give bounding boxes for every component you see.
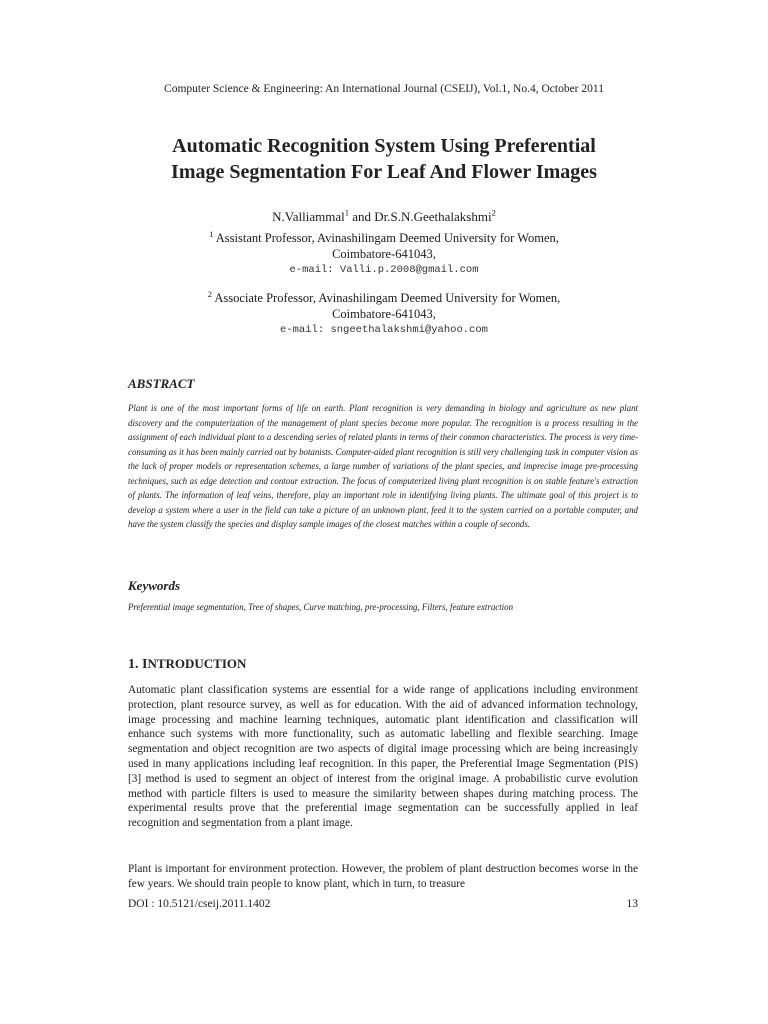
affiliation-2-line2: Coimbatore-641043, <box>332 307 436 321</box>
author-1: N.Valliammal <box>272 209 345 224</box>
paper-title <box>0 133 768 185</box>
introduction-paragraph-2: Plant is important for environment protection. However, the problem of plant destruction becomes worse in the few years. We should train people to know plant, which in turn, to treasure <box>128 863 638 890</box>
affiliation-2-sup: 2 <box>207 288 212 299</box>
affiliation-2-line1: Associate Professor, Avinashilingam Deemed University for Women, <box>211 291 561 305</box>
author-1-sup: 1 <box>344 207 349 218</box>
author-list <box>0 209 768 225</box>
introduction-paragraph-1: Automatic plant classification systems are essential for a wide range of applications including environment protection, plant resource survey, as well as for education. With the aid of advanced information technology, image processing and machine learning techniques, automatic plant identification and classification will enhance such systems with more functionality, such as automatic labelling and flexible searching. Image segmentation and object recognition are two aspects of digital image processing which are being increasingly used in many applications including leaf recognition. In this paper, the Preferential Image Segmentation (PIS) [3] method is used to segment an object of interest from the original image. A probabilistic curve evolution method with particle filters is used to measure the similarity between shapes during matching process. The experimental results prove that the preferential image segmentation can be successfully applied in leaf recognition and segmentation from a plant image. <box>128 684 638 830</box>
keywords-heading: Keywords <box>128 578 180 593</box>
abstract-heading: ABSTRACT <box>128 376 195 391</box>
affiliation-2-email: e-mail: sngeethalakshmi@yahoo.com <box>280 324 488 336</box>
keywords-text: Preferential image segmentation, Tree of shapes, Curve matching, pre-processing, Filters, feature extraction <box>128 602 514 612</box>
affiliation-1 <box>0 230 768 278</box>
author-2: Dr.S.N.Geethalakshmi <box>374 209 492 224</box>
affiliation-1-line2: Coimbatore-641043, <box>332 247 436 261</box>
affiliation-2 <box>0 290 768 338</box>
page-number: 13 <box>626 898 638 910</box>
author-2-sup: 2 <box>491 207 496 218</box>
footer-doi: DOI : 10.5121/cseij.2011.1402 <box>128 898 271 910</box>
affiliation-1-email: e-mail: Valli.p.2008@gmail.com <box>289 264 479 276</box>
title-line-2: Image Segmentation For Leaf And Flower Images <box>171 161 597 183</box>
affiliation-1-sup: 1 <box>209 228 214 239</box>
affiliation-1-line1: Assistant Professor, Avinashilingam Deemed University for Women, <box>213 231 559 245</box>
introduction-heading-num: 1. I <box>128 657 148 672</box>
journal-header: Computer Science & Engineering: An International Journal (CSEIJ), Vol.1, No.4, October 2011 <box>164 83 604 95</box>
abstract-text: Plant is one of the most important forms of life on earth. Plant recognition is very demanding in biology and agriculture as new plant discovery and the computerization of the management of plant species become more popular. The recognition is a process resulting in the assignment of each individual plant to a descending series of related plants in terms of their common characteristics. The process is very time-consuming as it has been mainly carried out by botanists. Computer-aided plant recognition is still very challenging task in computer vision as the lack of proper models or representation schemes, a large number of variations of the plant species, and imprecise image pre-processing techniques, such as edge detection and contour extraction. The focus of computerized living plant recognition is on stable feature's extraction of plants. The information of leaf veins, therefore, play an important role in identifying living plants. The ultimate goal of this project is to develop a system where a user in the field can take a picture of an unknown plant, feed it to the system carried on a portable computer, and have the system classify the species and display sample images of the closest matches within a couple of seconds. <box>128 403 638 529</box>
introduction-heading <box>128 656 246 673</box>
title-line-1: Automatic Recognition System Using Preferential <box>172 135 596 157</box>
introduction-heading-rest: NTRODUCTION <box>147 656 247 671</box>
author-conjunction: and <box>348 209 375 224</box>
